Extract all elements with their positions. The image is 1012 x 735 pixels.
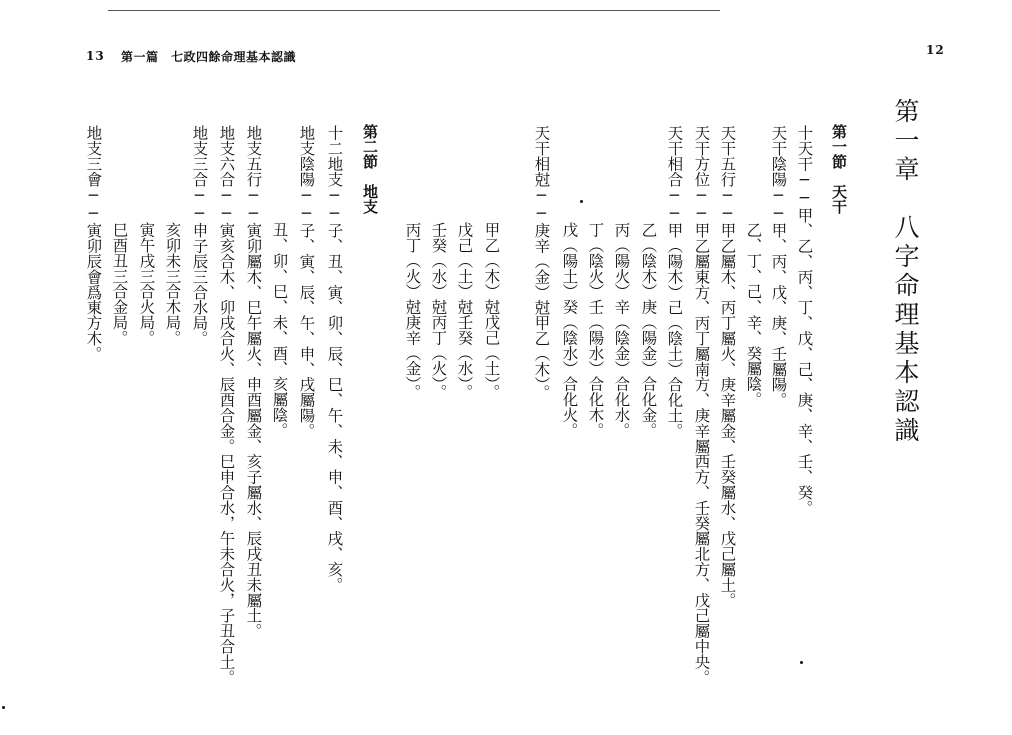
text-column: 天干五行──甲乙屬木、丙丁屬火、庚辛屬金、壬癸屬水、戊己屬土。 (718, 125, 737, 608)
text-column: 天干陰陽──甲、丙、戊、庚、壬屬陽。 (769, 125, 788, 408)
text-column: 乙、丁、己、辛、癸屬陰。 (744, 222, 763, 407)
text-column: 地支五行──寅卯屬木、巳午屬火、申酉屬金、亥子屬水、辰戌丑未屬土。 (244, 125, 263, 639)
text-column: 地支陰陽──子、寅、辰、午、申、戌屬陽。 (297, 125, 316, 439)
section-title-earthly-branches: 第二節 地支 (361, 124, 379, 214)
right-page-number: 12 (926, 43, 945, 57)
text-column: 天干相尅──庚辛（金）尅甲乙（木）。 (532, 125, 551, 400)
scan-speck (2, 706, 5, 709)
left-running-title: 第一篇 七政四餘命理基本認識 (121, 50, 297, 64)
text-column: 戊（陽土）癸（陰水）合化火。 (560, 222, 579, 438)
text-column: 地支三會──寅卯辰會爲東方木。 (84, 125, 103, 362)
text-column: 天干相合──甲（陽木）己（陰土）合化土。 (665, 125, 684, 439)
text-column: 甲乙（木）尅戊己（土）。 (482, 222, 501, 400)
text-column: 亥卯未三合木局。 (163, 222, 182, 346)
section-title-heavenly-stems: 第一節 天干 (830, 124, 848, 214)
text-column: 丙（陽火）辛（陰金）合化水。 (612, 222, 631, 438)
text-column: 地支三合──申子辰三合水局。 (190, 125, 209, 346)
text-column: 丙丁（火）尅庚辛（金）。 (403, 222, 422, 400)
chapter-title: 第一章 八字命理基本認識 (891, 98, 920, 446)
text-column: 十天干──甲、乙、丙、丁、戊、己、庚、辛、壬、癸。 (795, 125, 814, 516)
text-column: 天干方位──甲乙屬東方、丙丁屬南方、庚辛屬西方、壬癸屬北方、戊己屬中央。 (692, 125, 711, 685)
text-column: 戊己（土）尅壬癸（水）。 (455, 222, 474, 400)
text-column: 丁（陰火）壬（陽水）合化木。 (586, 222, 605, 438)
scan-speck (800, 661, 803, 664)
text-column: 壬癸（水）尅丙丁（火）。 (429, 222, 448, 400)
text-column: 十二地支──子、丑、寅、卯、辰、巳、午、未、申、酉、戌、亥。 (325, 125, 344, 593)
text-column: 寅午戌三合火局。 (137, 222, 156, 346)
text-column: 巳酉丑三合金局。 (110, 222, 129, 346)
left-page-number: 13 (86, 49, 105, 63)
text-column: 丑、卯、巳、未、酉、亥屬陰。 (270, 222, 289, 438)
scan-speck (580, 200, 583, 203)
text-column: 乙（陰木）庚（陽金）合化金。 (639, 222, 658, 438)
text-column: 地支六合──寅亥合木、卯戌合火、辰酉合金。巳申合水，午未合火，子丑合土。 (217, 125, 236, 685)
top-rule (108, 10, 720, 11)
